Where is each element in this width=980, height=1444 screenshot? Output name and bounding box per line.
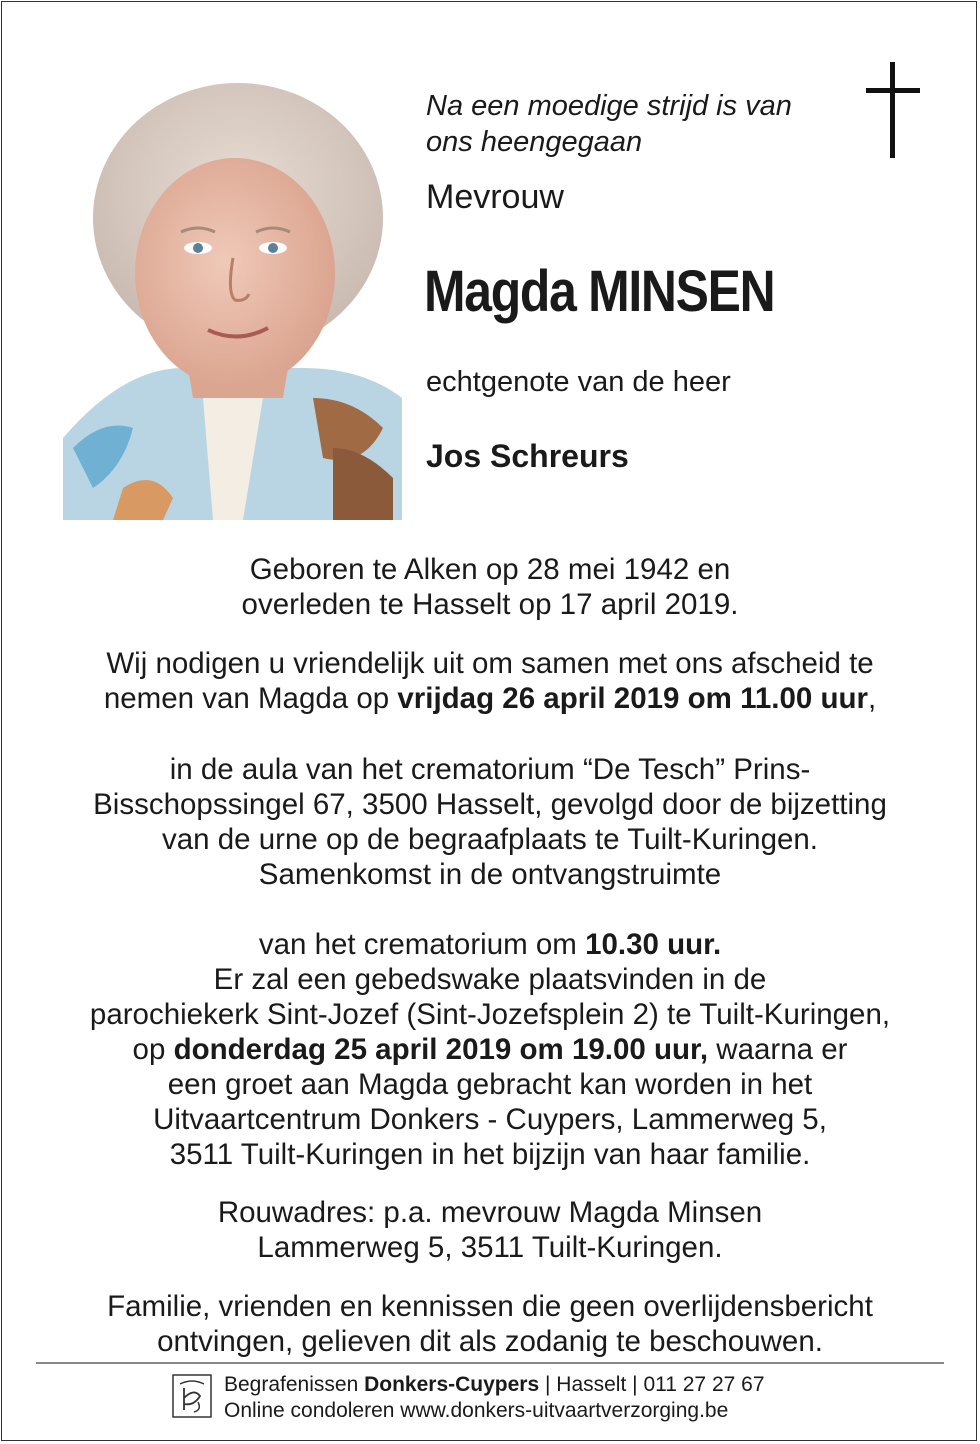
gathering-paragraph	[40, 927, 940, 1172]
deceased-name: Magda MINSEN	[424, 259, 775, 324]
separator: |	[539, 1373, 557, 1396]
text-line: van de urne op de begraafplaats te Tuilt-Kuringen.	[161, 823, 818, 856]
text-line: in de aula van het crematorium “De Tesch” Prins-	[169, 753, 811, 786]
text-line: overleden te Hasselt op 17 april 2019.	[241, 588, 739, 621]
text-line: Lammerweg 5, 3511 Tuilt-Kuringen.	[257, 1231, 723, 1264]
portrait-photo	[63, 68, 402, 520]
phone-number: 011 27 27 67	[643, 1373, 765, 1396]
text-line: een groet aan Magda gebracht kan worden in het	[167, 1068, 813, 1101]
text-line: Familie, vrienden en kennissen die geen overlijdensbericht	[107, 1290, 873, 1323]
text-line: Samenkomst in de ontvangstruimte	[258, 858, 722, 891]
text-line: ontvingen, gelieven dit als zodanig te beschouwen.	[157, 1325, 823, 1358]
footer-divider	[36, 1362, 944, 1364]
text-span: ,	[867, 682, 877, 715]
spouse-label: echtgenote van de heer	[426, 366, 731, 398]
birth-death-paragraph	[40, 552, 940, 622]
salutation: Mevrouw	[426, 178, 564, 216]
text-line: 3511 Tuilt-Kuringen in het bijzijn van haar familie.	[169, 1138, 811, 1171]
footer-line: Online condoleren www.donkers-uitvaartverzorging.be	[224, 1399, 729, 1422]
intro-line: Na een moedige strijd is van	[426, 90, 792, 122]
text-line: Geboren te Alken op 28 mei 1942 en	[249, 553, 731, 586]
text-line: Uitvaartcentrum Donkers - Cuypers, Lammerweg 5,	[153, 1103, 827, 1136]
mourning-address-paragraph	[40, 1195, 940, 1265]
ceremony-datetime: vrijdag 26 april 2019 om 11.00 uur	[397, 682, 868, 715]
spouse-name: Jos Schreurs	[426, 438, 629, 474]
footer-line	[224, 1372, 765, 1398]
footer-text	[224, 1372, 765, 1424]
company-name: Donkers-Cuypers	[364, 1373, 540, 1396]
text-line: Bisschopssingel 67, 3500 Hasselt, gevolgd door de bijzetting	[93, 788, 887, 821]
text-line: Er zal een gebedswake plaatsvinden in de	[213, 963, 767, 996]
invitation-paragraph	[40, 646, 940, 716]
funeral-home-logo-icon	[172, 1374, 212, 1418]
text-line: parochiekerk Sint-Jozef (Sint-Jozefsplein 2) te Tuilt-Kuringen,	[89, 998, 891, 1031]
intro-line: ons heengegaan	[426, 126, 643, 158]
location-paragraph	[40, 752, 940, 892]
text-span: waarna er	[708, 1033, 848, 1066]
closing-paragraph	[40, 1289, 940, 1359]
text-line	[40, 681, 940, 716]
wake-datetime: donderdag 25 april 2019 om 19.00 uur,	[173, 1033, 709, 1066]
text-line: Rouwadres: p.a. mevrouw Magda Minsen	[217, 1196, 763, 1229]
text-span: Begrafenissen	[224, 1373, 365, 1396]
text-span: op	[132, 1033, 174, 1066]
cross-icon	[862, 62, 924, 160]
gathering-time: 10.30 uur.	[585, 928, 722, 961]
separator: |	[626, 1373, 644, 1396]
text-line	[40, 1032, 940, 1067]
text-line	[40, 927, 940, 962]
city: Hasselt	[556, 1373, 627, 1396]
intro-text	[426, 88, 846, 160]
text-span: van het crematorium om	[258, 928, 586, 961]
text-span: nemen van Magda op	[103, 682, 398, 715]
text-line: Wij nodigen u vriendelijk uit om samen met ons afscheid te	[106, 647, 874, 680]
